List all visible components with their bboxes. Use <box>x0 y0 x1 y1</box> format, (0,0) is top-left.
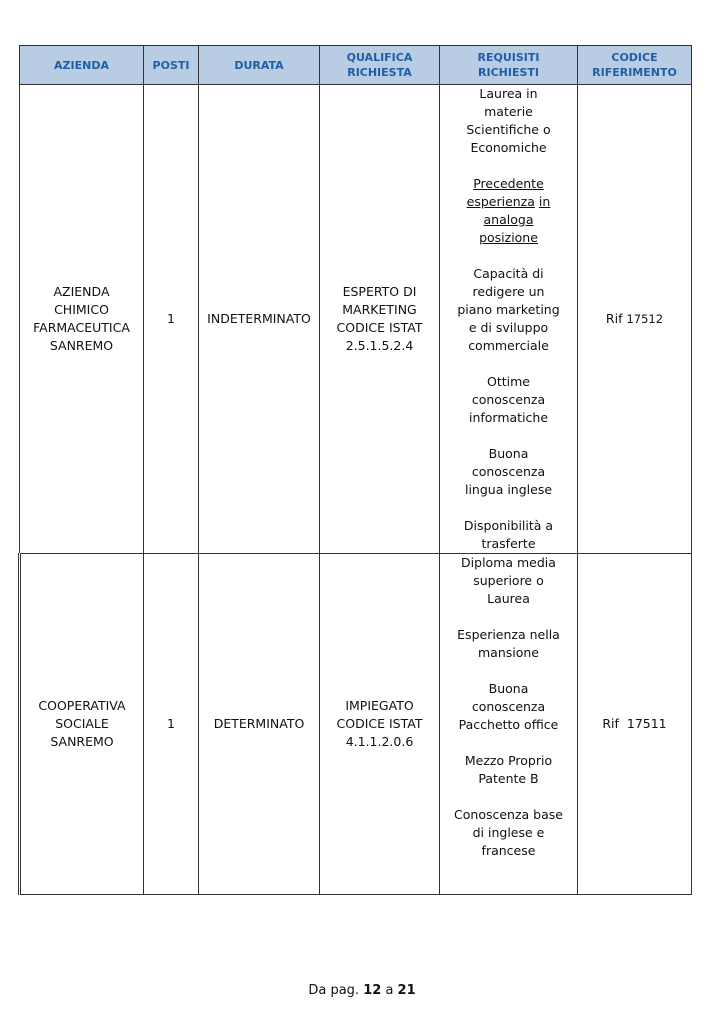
header-requisiti: REQUISITI RICHIESTI <box>440 46 578 85</box>
requisito-item: Diploma media superiore o Laurea <box>461 555 556 606</box>
page-footer <box>0 983 724 998</box>
requisito-item: Disponibilità a trasferte <box>463 518 554 551</box>
header-azienda: AZIENDA <box>20 46 144 85</box>
cell-requisiti <box>440 554 578 895</box>
table-header-row <box>20 46 692 85</box>
table-row <box>20 85 692 554</box>
requisito-item: Precedente esperienza in analoga posizione <box>466 176 551 245</box>
header-durata: DURATA <box>199 46 320 85</box>
header-qualifica: QUALIFICA RICHIESTA <box>320 46 440 85</box>
job-offers-table <box>18 45 692 895</box>
header-posti: POSTI <box>144 46 199 85</box>
requisito-item: Buona conoscenza Pacchetto office <box>458 681 559 732</box>
header-codice: CODICE RIFERIMENTO <box>578 46 692 85</box>
cell-qualifica: ESPERTO DI MARKETING CODICE ISTAT 2.5.1.5.2.4 <box>320 85 440 554</box>
cell-azienda: COOPERATIVA SOCIALE SANREMO <box>20 554 144 895</box>
requisito-item: Capacità di redigere un piano marketing e di sviluppo commerciale <box>457 266 560 353</box>
footer-prefix: Da pag. <box>308 983 360 998</box>
requisito-item: Conoscenza base di inglese e francese <box>454 807 563 858</box>
requisito-item: Mezzo Proprio Patente B <box>464 753 553 786</box>
cell-posti: 1 <box>144 85 199 554</box>
cell-durata: DETERMINATO <box>199 554 320 895</box>
table-row <box>20 554 692 895</box>
requisito-item: Esperienza nella mansione <box>457 627 560 660</box>
cell-durata: INDETERMINATO <box>199 85 320 554</box>
cell-codice: Rif 17511 <box>578 554 692 895</box>
cell-azienda: AZIENDA CHIMICO FARMACEUTICA SANREMO <box>20 85 144 554</box>
footer-total: 21 <box>397 983 416 998</box>
cell-qualifica: IMPIEGATO CODICE ISTAT 4.1.1.2.0.6 <box>320 554 440 895</box>
cell-posti: 1 <box>144 554 199 895</box>
cell-codice: Rif 17512 <box>578 85 692 554</box>
requisito-item: Laurea in materie Scientifiche o Economiche <box>466 86 551 155</box>
footer-sep: a <box>385 983 394 998</box>
requisito-item: Ottime conoscenza informatiche <box>468 374 549 425</box>
footer-page: 12 <box>363 983 382 998</box>
requisito-item: Buona conoscenza lingua inglese <box>464 446 553 497</box>
cell-requisiti <box>440 85 578 554</box>
